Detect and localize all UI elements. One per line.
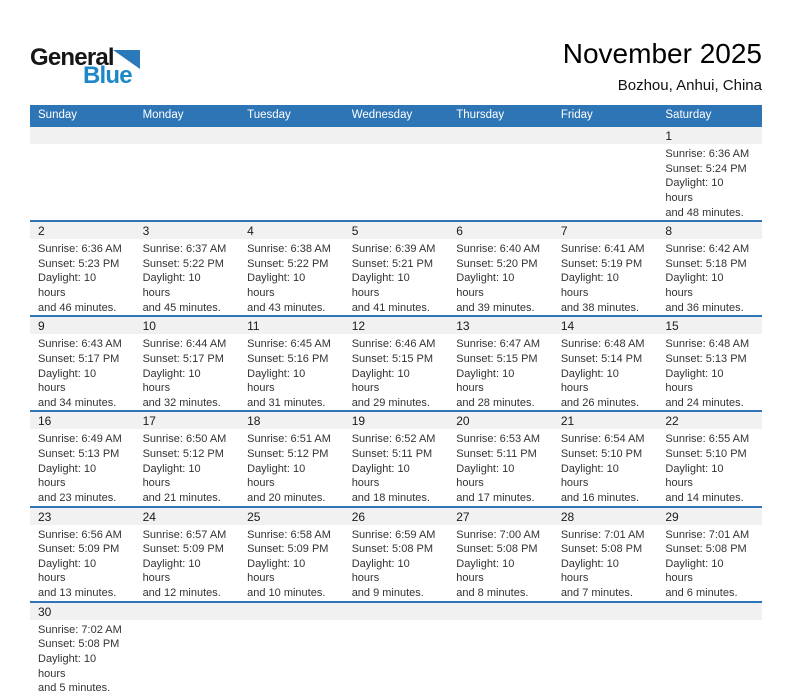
daylight-text-line1: Daylight: 10 hours [247, 367, 306, 395]
weekday-header-wednesday: Wednesday [344, 105, 449, 126]
sunrise-text: Sunrise: 6:38 AM [247, 243, 331, 256]
day-cell-empty [135, 126, 240, 221]
sunset-text: Sunset: 5:13 PM [38, 448, 120, 460]
sunset-text: Sunset: 5:14 PM [560, 352, 643, 365]
day-number: 27 [448, 508, 553, 525]
day-number: 28 [553, 508, 658, 525]
sunset-text: Sunset: 5:11 PM [456, 448, 537, 460]
daylight-text-line1: Daylight: 10 hours [142, 557, 201, 585]
weekday-header-tuesday: Tuesday [239, 105, 344, 126]
daylight-text-line1: Daylight: 10 hours [38, 557, 97, 585]
day-details [239, 429, 344, 505]
daylight-text-line1: Daylight: 10 hours [351, 557, 410, 585]
day-details [448, 525, 553, 601]
sunset-text: Sunset: 5:12 PM [142, 448, 224, 460]
logo-text-blue: Blue [83, 62, 132, 89]
daylight-text-line1: Daylight: 10 hours [38, 652, 97, 680]
daylight-text-line1: Daylight: 10 hours [456, 557, 515, 585]
week-row-1 [30, 126, 762, 221]
daylight-text-line2: and 7 minutes. [560, 587, 633, 599]
day-number: 6 [448, 222, 553, 239]
day-number: 17 [135, 412, 240, 429]
daylight-text-line2: and 13 minutes. [38, 587, 117, 599]
sunrise-text: Sunrise: 6:58 AM [247, 528, 331, 541]
day-number: 15 [657, 317, 762, 334]
day-cell-empty [553, 126, 658, 221]
sunrise-text: Sunrise: 6:48 AM [560, 338, 645, 351]
day-cell [30, 221, 135, 316]
general-blue-logo [30, 46, 170, 88]
day-cell [448, 316, 553, 411]
day-number: 16 [30, 412, 135, 429]
day-number: 19 [344, 412, 449, 429]
sunset-text: Sunset: 5:12 PM [247, 448, 329, 460]
sunrise-text: Sunrise: 6:44 AM [142, 338, 227, 351]
day-number: 4 [239, 222, 344, 239]
daylight-text-line2: and 43 minutes. [247, 301, 326, 314]
sunrise-text: Sunrise: 6:54 AM [560, 433, 645, 446]
sunrise-text: Sunrise: 6:52 AM [351, 433, 436, 446]
day-number: 26 [344, 508, 449, 525]
daylight-text-line1: Daylight: 10 hours [351, 462, 410, 490]
day-cell-empty [448, 602, 553, 696]
day-details [135, 429, 240, 505]
daylight-text-line1: Daylight: 10 hours [456, 367, 515, 395]
day-cell [239, 221, 344, 316]
day-details [657, 334, 762, 410]
day-cell [448, 411, 553, 506]
sunset-text: Sunset: 5:22 PM [142, 257, 224, 270]
sunset-text: Sunset: 5:17 PM [142, 352, 224, 365]
calendar-table [30, 105, 762, 696]
sunrise-text: Sunrise: 7:01 AM [665, 528, 750, 541]
day-cell [448, 507, 553, 602]
daylight-text-line2: and 36 minutes. [665, 301, 744, 314]
day-cell-empty [30, 126, 135, 221]
sunrise-text: Sunrise: 6:46 AM [351, 338, 436, 351]
day-cell [135, 507, 240, 602]
day-details [30, 620, 135, 696]
daylight-text-line2: and 20 minutes. [247, 491, 326, 504]
day-number: 30 [30, 603, 135, 620]
day-details [344, 429, 449, 505]
day-cell [553, 221, 658, 316]
day-cell [135, 316, 240, 411]
daylight-text-line1: Daylight: 10 hours [142, 462, 201, 490]
daylight-text-line2: and 48 minutes. [665, 206, 744, 219]
sunset-text: Sunset: 5:08 PM [38, 638, 120, 651]
day-cell-empty [448, 126, 553, 221]
daylight-text-line2: and 29 minutes. [351, 396, 430, 409]
daylight-text-line1: Daylight: 10 hours [142, 272, 201, 299]
day-details [657, 429, 762, 505]
day-number: 11 [239, 317, 344, 334]
day-details [30, 429, 135, 505]
daylight-text-line2: and 31 minutes. [247, 396, 326, 409]
day-cell [657, 411, 762, 506]
day-number: 10 [135, 317, 240, 334]
day-cell [553, 411, 658, 506]
sunset-text: Sunset: 5:15 PM [351, 352, 434, 365]
sunset-text: Sunset: 5:23 PM [38, 257, 120, 270]
sunset-text: Sunset: 5:10 PM [560, 448, 643, 460]
day-details [239, 239, 344, 315]
sunset-text: Sunset: 5:08 PM [665, 543, 747, 556]
sunrise-text: Sunrise: 7:02 AM [38, 623, 122, 636]
day-cell-empty [239, 126, 344, 221]
day-details [344, 334, 449, 410]
day-details [239, 334, 344, 410]
week-row-3 [30, 316, 762, 411]
day-details [553, 429, 658, 505]
daylight-text-line1: Daylight: 10 hours [351, 367, 410, 395]
day-details [448, 334, 553, 410]
day-cell [135, 411, 240, 506]
day-number: 9 [30, 317, 135, 334]
sunrise-text: Sunrise: 6:57 AM [142, 528, 227, 541]
day-details [448, 429, 553, 505]
logo-text-general: General [30, 44, 114, 71]
daylight-text-line2: and 38 minutes. [560, 301, 640, 314]
daylight-text-line1: Daylight: 10 hours [247, 272, 306, 299]
day-number: 14 [553, 317, 658, 334]
sunrise-text: Sunrise: 6:42 AM [665, 243, 750, 256]
day-details [657, 239, 762, 315]
location-subtitle: Bozhou, Anhui, China [617, 77, 762, 95]
daylight-text-line1: Daylight: 10 hours [38, 367, 97, 395]
day-details [344, 525, 449, 601]
sunset-text: Sunset: 5:22 PM [247, 257, 329, 270]
daylight-text-line2: and 18 minutes. [351, 491, 430, 504]
day-number: 3 [135, 222, 240, 239]
sunrise-text: Sunrise: 6:50 AM [142, 433, 227, 446]
day-cell [239, 507, 344, 602]
sunrise-text: Sunrise: 6:37 AM [142, 243, 227, 256]
daylight-text-line1: Daylight: 10 hours [560, 557, 619, 585]
daylight-text-line1: Daylight: 10 hours [142, 367, 201, 395]
weekday-header-monday: Monday [135, 105, 240, 126]
day-number: 23 [30, 508, 135, 525]
daylight-text-line1: Daylight: 10 hours [456, 272, 515, 299]
weekday-header-row [30, 105, 762, 126]
day-cell [657, 507, 762, 602]
weekday-header-thursday: Thursday [448, 105, 553, 126]
day-cell [553, 316, 658, 411]
day-cell [657, 126, 762, 221]
day-cell-empty [135, 602, 240, 696]
day-number: 25 [239, 508, 344, 525]
day-number: 5 [344, 222, 449, 239]
daylight-text-line1: Daylight: 10 hours [665, 557, 724, 585]
sunset-text: Sunset: 5:16 PM [247, 352, 329, 365]
sunrise-text: Sunrise: 6:51 AM [247, 433, 331, 446]
day-cell-empty [553, 602, 658, 696]
daylight-text-line1: Daylight: 10 hours [351, 272, 410, 299]
day-details [30, 239, 135, 315]
daylight-text-line2: and 23 minutes. [38, 491, 117, 504]
day-number: 13 [448, 317, 553, 334]
sunset-text: Sunset: 5:19 PM [560, 257, 643, 270]
sunset-text: Sunset: 5:13 PM [665, 352, 747, 365]
sunrise-text: Sunrise: 7:01 AM [560, 528, 645, 541]
sunset-text: Sunset: 5:08 PM [351, 543, 434, 556]
day-cell [30, 316, 135, 411]
sunrise-text: Sunrise: 6:36 AM [38, 243, 122, 256]
sunrise-text: Sunrise: 6:45 AM [247, 338, 331, 351]
sunset-text: Sunset: 5:21 PM [351, 257, 434, 270]
day-details [344, 239, 449, 315]
day-number: 7 [553, 222, 658, 239]
day-cell [657, 316, 762, 411]
sunset-text: Sunset: 5:09 PM [247, 543, 329, 556]
daylight-text-line1: Daylight: 10 hours [665, 462, 724, 490]
weekday-header-saturday: Saturday [657, 105, 762, 126]
sunrise-text: Sunrise: 6:40 AM [456, 243, 541, 256]
sunrise-text: Sunrise: 6:53 AM [456, 433, 541, 446]
day-cell-empty [344, 602, 449, 696]
day-number: 24 [135, 508, 240, 525]
sunset-text: Sunset: 5:10 PM [665, 448, 747, 460]
day-details [135, 334, 240, 410]
sunset-text: Sunset: 5:08 PM [560, 543, 643, 556]
daylight-text-line1: Daylight: 10 hours [38, 272, 97, 299]
weekday-header-sunday: Sunday [30, 105, 135, 126]
sunrise-text: Sunrise: 7:00 AM [456, 528, 541, 541]
day-details [657, 144, 762, 220]
daylight-text-line2: and 14 minutes. [665, 491, 744, 504]
day-details [448, 239, 553, 315]
day-cell [448, 221, 553, 316]
daylight-text-line2: and 28 minutes. [456, 396, 535, 409]
daylight-text-line2: and 16 minutes. [560, 491, 640, 504]
daylight-text-line2: and 32 minutes. [142, 396, 221, 409]
day-cell [344, 507, 449, 602]
daylight-text-line2: and 46 minutes. [38, 301, 117, 314]
sunrise-text: Sunrise: 6:43 AM [38, 338, 122, 351]
sunrise-text: Sunrise: 6:48 AM [665, 338, 750, 351]
sunrise-text: Sunrise: 6:55 AM [665, 433, 750, 446]
day-cell [30, 411, 135, 506]
day-number: 8 [657, 222, 762, 239]
daylight-text-line2: and 26 minutes. [560, 396, 640, 409]
page-title: November 2025 [562, 38, 762, 69]
week-row-6 [30, 602, 762, 696]
day-number: 20 [448, 412, 553, 429]
daylight-text-line2: and 21 minutes. [142, 491, 221, 504]
sunrise-text: Sunrise: 6:47 AM [456, 338, 541, 351]
daylight-text-line1: Daylight: 10 hours [665, 367, 724, 395]
day-number: 18 [239, 412, 344, 429]
daylight-text-line2: and 41 minutes. [351, 301, 430, 314]
daylight-text-line2: and 45 minutes. [142, 301, 221, 314]
day-cell [239, 411, 344, 506]
sunset-text: Sunset: 5:09 PM [142, 543, 224, 556]
sunrise-text: Sunrise: 6:36 AM [665, 148, 750, 160]
daylight-text-line1: Daylight: 10 hours [560, 272, 619, 299]
sunrise-text: Sunrise: 6:41 AM [560, 243, 645, 256]
day-number: 29 [657, 508, 762, 525]
day-details [239, 525, 344, 601]
sunset-text: Sunset: 5:08 PM [456, 543, 538, 556]
daylight-text-line2: and 17 minutes. [456, 491, 535, 504]
sunset-text: Sunset: 5:24 PM [665, 162, 747, 175]
day-details [135, 525, 240, 601]
daylight-text-line1: Daylight: 10 hours [456, 462, 515, 490]
daylight-text-line2: and 10 minutes. [247, 587, 326, 599]
day-cell [344, 411, 449, 506]
day-cell [344, 221, 449, 316]
day-cell [344, 316, 449, 411]
daylight-text-line1: Daylight: 10 hours [560, 367, 619, 395]
sunrise-text: Sunrise: 6:59 AM [351, 528, 436, 541]
day-details [657, 525, 762, 601]
sunrise-text: Sunrise: 6:49 AM [38, 433, 122, 446]
sunset-text: Sunset: 5:11 PM [351, 448, 433, 460]
sunset-text: Sunset: 5:09 PM [38, 543, 120, 556]
day-number: 12 [344, 317, 449, 334]
daylight-text-line2: and 24 minutes. [665, 396, 744, 409]
daylight-text-line2: and 34 minutes. [38, 396, 117, 409]
sunset-text: Sunset: 5:17 PM [38, 352, 120, 365]
daylight-text-line1: Daylight: 10 hours [247, 462, 306, 490]
daylight-text-line1: Daylight: 10 hours [665, 177, 724, 204]
daylight-text-line2: and 6 minutes. [665, 587, 738, 599]
daylight-text-line2: and 9 minutes. [351, 587, 424, 599]
day-details [553, 525, 658, 601]
day-cell [239, 316, 344, 411]
day-cell [135, 221, 240, 316]
daylight-text-line2: and 39 minutes. [456, 301, 535, 314]
daylight-text-line2: and 8 minutes. [456, 587, 529, 599]
sunset-text: Sunset: 5:20 PM [456, 257, 538, 270]
day-cell [30, 507, 135, 602]
week-row-4 [30, 411, 762, 506]
daylight-text-line2: and 5 minutes. [38, 682, 111, 695]
day-details [553, 334, 658, 410]
daylight-text-line1: Daylight: 10 hours [247, 557, 306, 585]
sunset-text: Sunset: 5:15 PM [456, 352, 538, 365]
sunrise-text: Sunrise: 6:39 AM [351, 243, 436, 256]
daylight-text-line1: Daylight: 10 hours [560, 462, 619, 490]
day-cell [657, 221, 762, 316]
day-number: 22 [657, 412, 762, 429]
daylight-text-line1: Daylight: 10 hours [665, 272, 724, 299]
week-row-5 [30, 507, 762, 602]
daylight-text-line2: and 12 minutes. [142, 587, 221, 599]
day-number: 2 [30, 222, 135, 239]
day-number: 21 [553, 412, 658, 429]
day-cell-empty [344, 126, 449, 221]
sunset-text: Sunset: 5:18 PM [665, 257, 747, 270]
sunrise-text: Sunrise: 6:56 AM [38, 528, 122, 541]
title-block [563, 38, 762, 94]
day-cell [30, 602, 135, 696]
day-details [553, 239, 658, 315]
weekday-header-friday: Friday [553, 105, 658, 126]
day-number: 1 [657, 127, 762, 144]
day-cell [553, 507, 658, 602]
day-details [30, 525, 135, 601]
daylight-text-line1: Daylight: 10 hours [38, 462, 97, 490]
day-details [135, 239, 240, 315]
day-cell-empty [239, 602, 344, 696]
day-details [30, 334, 135, 410]
day-cell-empty [657, 602, 762, 696]
week-row-2 [30, 221, 762, 316]
